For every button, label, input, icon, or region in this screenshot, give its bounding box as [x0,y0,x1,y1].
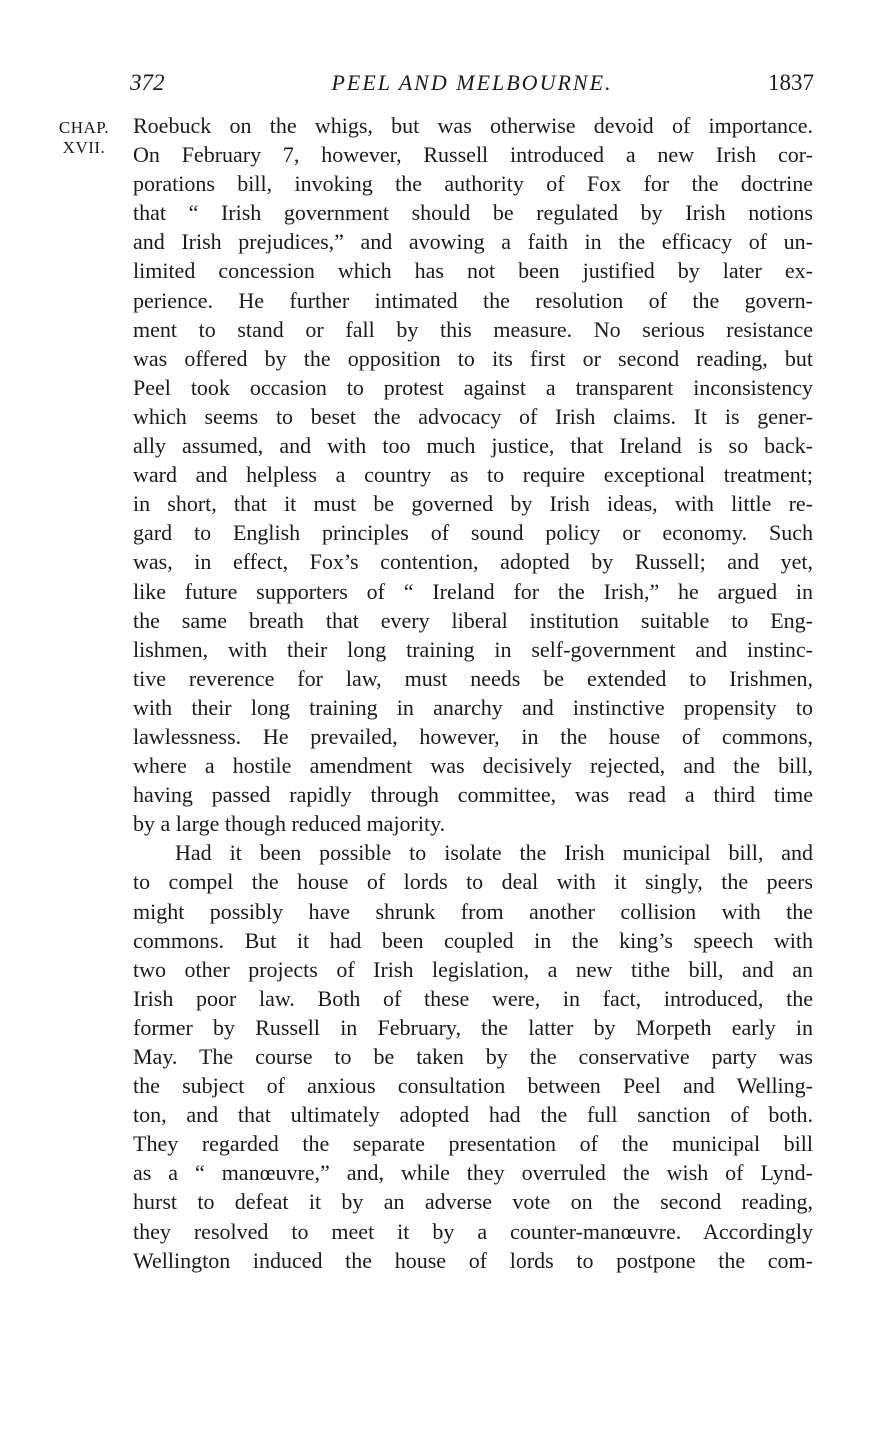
text-line: Roebuck on the whigs, but was otherwise devoid of importance. [133,113,813,138]
text-line: having passed rapidly through committee, was read a third time [133,782,813,808]
text-line: Irish poor law. Both of these were, in fact, introduced, the [133,985,813,1011]
text-line: the subject of anxious consultation between Peel and Welling- [133,1073,813,1099]
text-line: perience. He further intimated the resolution of the govern- [133,287,813,313]
text-line: porations bill, invoking the authority of Fox for the doctrine [133,171,813,197]
text-line: ward and helpless a country as to require exceptional treatment; [133,462,813,488]
text-line: commons. But it had been coupled in the king’s speech with [133,927,813,953]
text-line: they resolved to meet it by a counter-manœuvre. Accordingly [133,1218,813,1244]
text-line: former by Russell in February, the latter by Morpeth early in [133,1014,813,1040]
chapter-number: XVII. [62,138,106,157]
text-line: in short, that it must be governed by Irish ideas, with little re- [133,491,813,517]
text-line: like future supporters of “ Ireland for the Irish,” he argued in [133,578,813,604]
text-line: Peel took occasion to protest against a transparent inconsistency [133,374,813,400]
text-line: might possibly have shrunk from another collision with the [133,898,813,924]
paragraph-last-line: by a large though reduced majority. [133,811,446,837]
text-line: limited concession which has not been justified by later ex- [133,258,813,284]
text-line: ment to stand or fall by this measure. No serious resistance [133,316,813,342]
text-line: that “ Irish government should be regulated by Irish notions [133,200,813,226]
chapter-label: CHAP. [58,118,110,137]
text-line: was, in effect, Fox’s contention, adopted by Russell; and yet, [133,549,813,575]
text-line: gard to English principles of sound policy or economy. Such [133,520,813,546]
text-line: the same breath that every liberal institution suitable to Eng- [133,607,813,633]
text-line: lishmen, with their long training in self-government and instinc- [133,636,813,662]
page-number: 372 [130,70,165,95]
running-head [130,70,814,102]
text-line: with their long training in anarchy and instinctive propensity to [133,694,813,720]
paragraph-first-line: Had it been possible to isolate the Irish municipal bill, and [175,840,813,866]
text-line: They regarded the separate presentation of the municipal bill [133,1131,813,1157]
text-line: was offered by the opposition to its first or second reading, but [133,345,813,371]
text-line: On February 7, however, Russell introduced a new Irish cor- [133,142,813,168]
text-line: ton, and that ultimately adopted had the full sanction of both. [133,1102,813,1128]
running-title: PEEL AND MELBOURNE. [331,70,613,95]
text-line: ally assumed, and with too much justice, that Ireland is so back- [133,433,813,459]
chapter-marginal-note [44,118,124,158]
text-line: and Irish prejudices,” and avowing a faith in the efficacy of un- [133,229,813,255]
text-line: hurst to defeat it by an adverse vote on the second reading, [133,1189,813,1215]
running-year: 1837 [768,70,814,95]
text-line: two other projects of Irish legislation, a new tithe bill, and an [133,956,813,982]
text-line: Wellington induced the house of lords to postpone the com- [133,1247,813,1273]
text-line: May. The course to be taken by the conservative party was [133,1044,813,1069]
body-text [133,111,813,1275]
text-line: tive reverence for law, must needs be extended to Irishmen, [133,665,813,691]
text-line: to compel the house of lords to deal with it singly, the peers [133,869,813,895]
text-line: where a hostile amendment was decisively rejected, and the bill, [133,753,813,779]
text-line: as a “ manœuvre,” and, while they overruled the wish of Lynd- [133,1160,813,1186]
text-line: which seems to beset the advocacy of Irish claims. It is gener- [133,403,813,429]
text-line: lawlessness. He prevailed, however, in the house of commons, [133,723,813,749]
